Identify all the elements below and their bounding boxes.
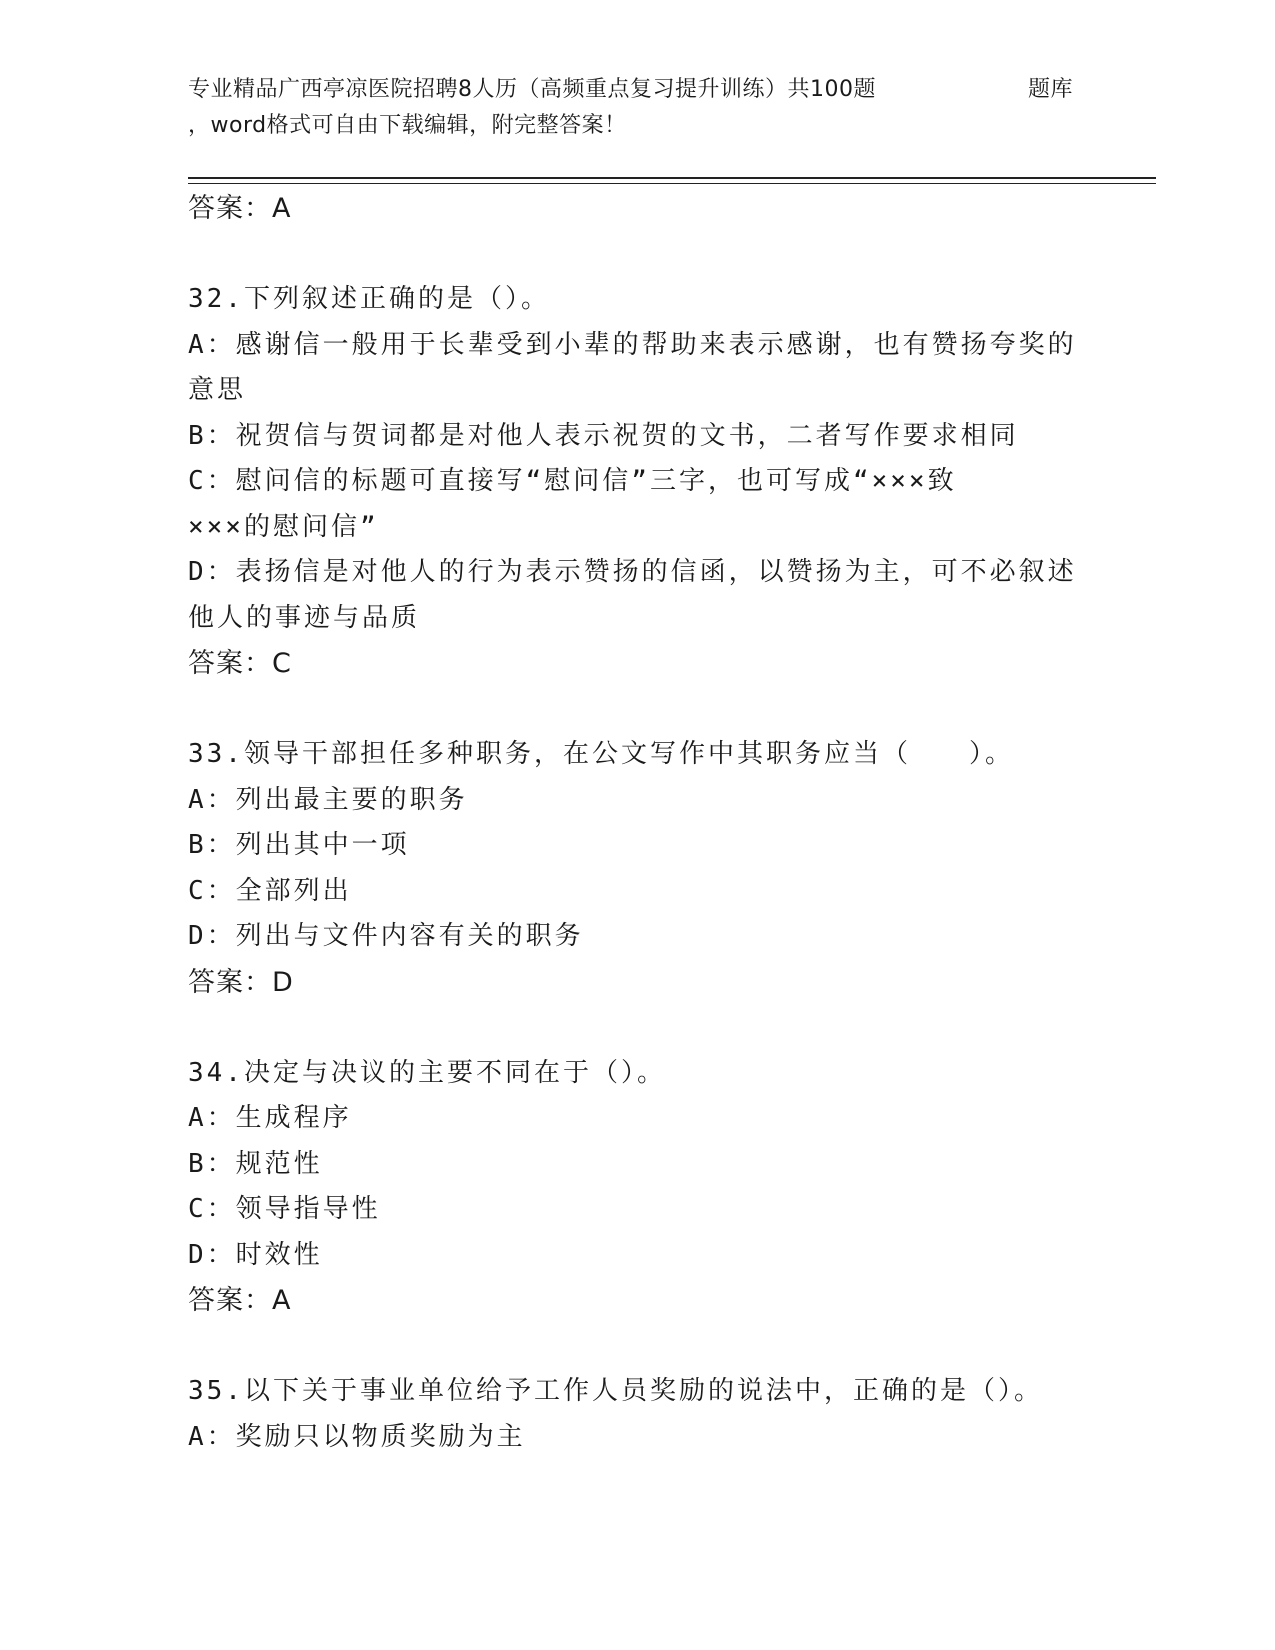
question-answer: 答案：D	[188, 966, 294, 998]
question-block	[188, 1051, 1088, 1324]
page-header	[188, 72, 1088, 144]
spacer	[188, 1324, 1088, 1370]
header-title-text: 专业精品广西亭凉医院招聘8人历（高频重点复习提升训练）共100题	[188, 77, 876, 102]
question-answer: 答案：C	[188, 648, 292, 679]
option-a: A：生成程序	[188, 1103, 352, 1133]
option-d: D：时效性	[188, 1239, 323, 1270]
question-content	[188, 186, 1088, 1460]
option-a: A：奖励只以物质奖励为主	[188, 1421, 526, 1452]
question-stem: 33.领导干部担任多种职务，在公文写作中其职务应当（ ）。	[188, 739, 1014, 769]
question-stem: 34.决定与决议的主要不同在于（）。	[188, 1057, 666, 1088]
question-stem: 32.下列叙述正确的是（）。	[188, 284, 550, 314]
option-b: B：祝贺信与贺词都是对他人表示祝贺的文书，二者写作要求相同	[188, 420, 1019, 451]
spacer	[188, 232, 1088, 278]
option-a-line2: 意思	[188, 375, 247, 405]
option-a: A：列出最主要的职务	[188, 784, 468, 815]
option-c-line2: ×××的慰问信”	[188, 511, 379, 542]
spacer	[188, 687, 1088, 733]
header-title-line1	[188, 72, 1088, 108]
question-block	[188, 1369, 1088, 1460]
option-c-line1: C：慰问信的标题可直接写“慰问信”三字，也可写成“×××致	[188, 466, 957, 496]
question-block	[188, 732, 1088, 1005]
question-stem: 35.以下关于事业单位给予工作人员奖励的说法中，正确的是（）。	[188, 1376, 1043, 1406]
spacer	[188, 1005, 1088, 1051]
question-answer: 答案：A	[188, 1285, 292, 1316]
option-a-line1: A：感谢信一般用于长辈受到小辈的帮助来表示感谢，也有赞扬夸奖的	[188, 329, 1077, 360]
option-d-line2: 他人的事迹与品质	[188, 602, 421, 633]
option-d: D：列出与文件内容有关的职务	[188, 921, 584, 951]
option-c: C：领导指导性	[188, 1194, 381, 1224]
option-c: C：全部列出	[188, 875, 352, 906]
previous-answer: 答案：A	[188, 193, 292, 224]
question-block	[188, 277, 1088, 687]
header-divider-thick	[188, 177, 1156, 179]
header-divider-thin	[188, 183, 1156, 184]
header-title-line2: ，word格式可自由下载编辑，附完整答案！	[188, 113, 627, 138]
option-d-line1: D：表扬信是对他人的行为表示赞扬的信函，以赞扬为主，可不必叙述	[188, 557, 1077, 587]
option-b: B：列出其中一项	[188, 830, 410, 860]
header-tag: 题库	[1028, 77, 1074, 102]
option-b: B：规范性	[188, 1148, 323, 1179]
